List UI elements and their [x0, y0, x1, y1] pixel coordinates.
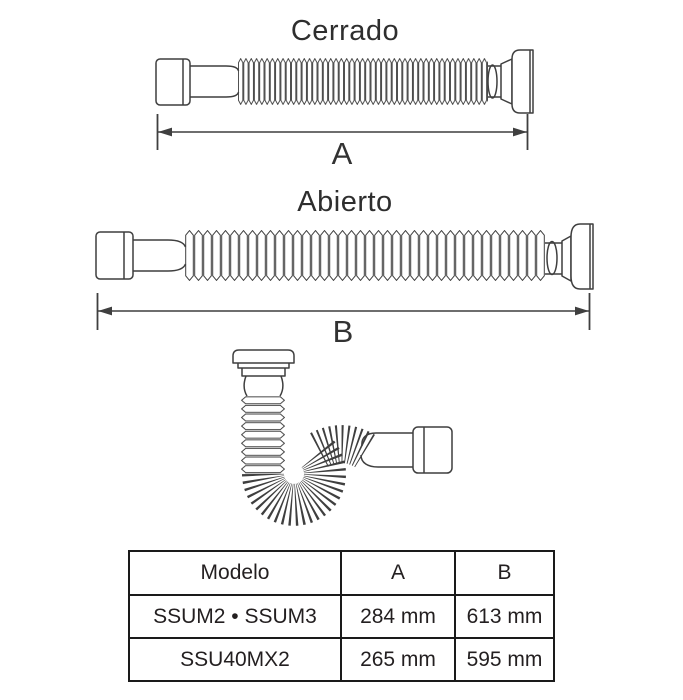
left-nut	[96, 232, 133, 279]
right-tail	[488, 66, 501, 97]
row2-a: 265 mm	[342, 639, 456, 680]
corrugated-hose-closed	[238, 58, 488, 105]
row1-a: 284 mm	[342, 596, 456, 639]
row1-b: 613 mm	[456, 596, 553, 639]
left-neck	[133, 240, 186, 271]
title-cerrado: Cerrado	[290, 15, 400, 47]
tail-ring	[488, 65, 497, 98]
dimension-a-label: A	[331, 136, 353, 171]
outlet-nut	[413, 427, 452, 473]
row2-model: SSU40MX2	[130, 639, 342, 680]
left-neck	[190, 66, 239, 97]
header-a: A	[342, 552, 456, 596]
spec-table	[128, 550, 555, 682]
row1-model: SSUM2 • SSUM3	[130, 596, 342, 639]
corrugated-hose-vertical	[241, 396, 285, 474]
title-abierto: Abierto	[297, 186, 393, 218]
tail-ring	[547, 242, 557, 275]
header-modelo: Modelo	[130, 552, 342, 596]
closed-pipe-figure	[156, 50, 533, 113]
sink-flange	[233, 350, 294, 363]
arrowhead-right	[575, 307, 589, 316]
arrowhead-right	[513, 128, 527, 137]
row2-b: 595 mm	[466, 647, 543, 671]
corrugated-hose-open	[185, 230, 545, 281]
flange-collar	[242, 368, 285, 376]
arrowhead-left	[98, 307, 112, 316]
arrowhead-left	[158, 128, 172, 137]
right-collar	[501, 59, 512, 104]
header-b: B	[456, 552, 553, 596]
flange-throat	[244, 376, 283, 396]
outlet-tube	[361, 433, 413, 467]
open-pipe-figure	[96, 224, 593, 289]
installed-pipe-figure	[233, 350, 452, 505]
dimension-b-label: B	[332, 314, 354, 349]
left-nut	[156, 59, 190, 105]
right-collar	[562, 236, 571, 281]
